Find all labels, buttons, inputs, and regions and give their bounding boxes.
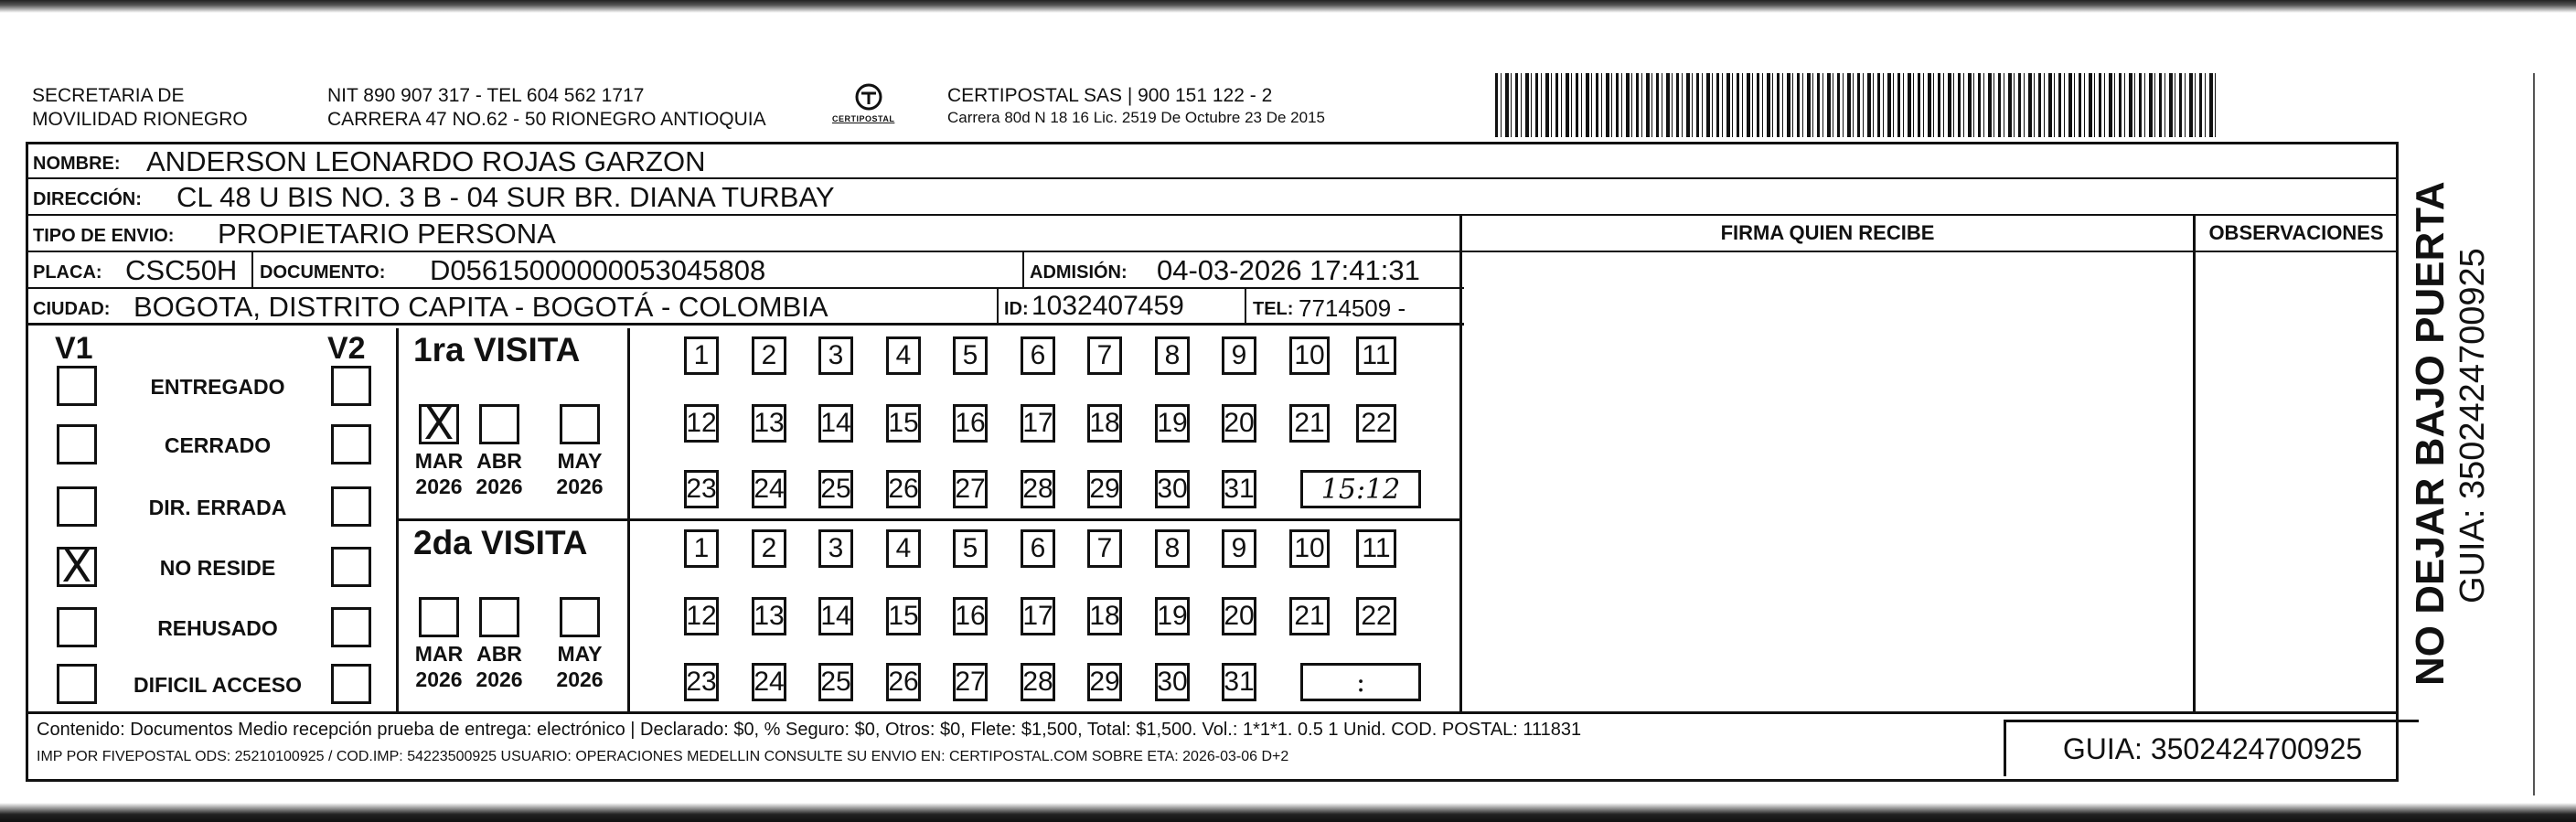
city-value: BOGOTA, DISTRITO CAPITA - BOGOTÁ - COLOMBIA bbox=[134, 291, 828, 323]
month-checkbox[interactable]: X bbox=[419, 404, 459, 444]
day-cell[interactable]: 25 bbox=[818, 663, 853, 701]
v2-checkbox[interactable] bbox=[331, 607, 371, 647]
day-cell[interactable]: 14 bbox=[818, 404, 853, 443]
day-cell[interactable]: 3 bbox=[818, 529, 853, 568]
nit-line: NIT 890 907 317 - TEL 604 562 1717 bbox=[327, 85, 645, 106]
document-value: D05615000000053045808 bbox=[430, 254, 766, 286]
v1-checkbox[interactable] bbox=[57, 366, 97, 406]
day-cell[interactable]: 4 bbox=[886, 336, 921, 375]
day-cell[interactable]: 31 bbox=[1222, 470, 1256, 508]
type-label: TIPO DE ENVIO: bbox=[33, 226, 175, 246]
v1-checkbox[interactable] bbox=[57, 664, 97, 704]
logo-text: CERTIPOSTAL bbox=[832, 114, 895, 123]
month-checkbox[interactable] bbox=[479, 404, 519, 444]
year-label: 2026 bbox=[415, 475, 463, 498]
status-option-label: DIR. ERRADA bbox=[148, 496, 287, 519]
v1-checkbox[interactable] bbox=[57, 607, 97, 647]
tel-value: 7714509 - bbox=[1299, 294, 1406, 322]
day-cell[interactable]: 28 bbox=[1021, 663, 1055, 701]
footer-content-line: Contenido: Documentos Medio recepción prueba de entrega: electrónico | Declarado: $0, % Seguro: $0, Otros: $0, Flete: $1,500, Total: $1,500. Vol.: 1*1*1. 0.5 1 Unid. COD. POSTAL: 111831 bbox=[37, 720, 1582, 740]
day-cell[interactable]: 1 bbox=[684, 336, 719, 375]
day-cell[interactable]: 19 bbox=[1155, 404, 1190, 443]
month-checkbox[interactable] bbox=[479, 597, 519, 637]
v1-checkbox[interactable]: X bbox=[57, 547, 97, 587]
v2-checkbox[interactable] bbox=[331, 366, 371, 406]
day-cell[interactable]: 30 bbox=[1155, 470, 1190, 508]
visit-divider bbox=[399, 518, 1459, 521]
status-option-label: ENTREGADO bbox=[150, 375, 285, 399]
status-option-label: NO RESIDE bbox=[159, 556, 276, 580]
tel-divider bbox=[1245, 289, 1246, 326]
document-label: DOCUMENTO: bbox=[260, 262, 386, 283]
observations-area[interactable] bbox=[2196, 252, 2397, 711]
day-cell[interactable]: 20 bbox=[1222, 404, 1256, 443]
day-cell[interactable]: 10 bbox=[1289, 336, 1330, 375]
type-value: PROPIETARIO PERSONA bbox=[218, 218, 556, 250]
day-cell[interactable]: 7 bbox=[1087, 529, 1122, 568]
id-value: 1032407459 bbox=[1031, 291, 1184, 321]
month-label: MAY bbox=[557, 642, 603, 666]
carrier-block bbox=[947, 84, 1325, 128]
month-label: ABR bbox=[476, 449, 522, 473]
name-row bbox=[27, 144, 2398, 179]
day-cell[interactable]: 2 bbox=[752, 529, 786, 568]
day-cell[interactable]: 17 bbox=[1021, 597, 1055, 635]
month-checkbox[interactable] bbox=[560, 404, 600, 444]
day-cell[interactable]: 21 bbox=[1289, 404, 1330, 443]
day-cell[interactable]: 20 bbox=[1222, 597, 1256, 635]
day-cell[interactable]: 17 bbox=[1021, 404, 1055, 443]
day-cell[interactable]: 12 bbox=[684, 404, 719, 443]
name-value: ANDERSON LEONARDO ROJAS GARZON bbox=[146, 145, 706, 177]
day-cell[interactable]: 23 bbox=[684, 663, 719, 701]
name-label: NOMBRE: bbox=[33, 154, 121, 174]
carrier-name: CERTIPOSTAL SAS | 900 151 122 - 2 bbox=[947, 85, 1273, 106]
day-cell[interactable]: 11 bbox=[1356, 529, 1396, 568]
observations-header bbox=[2196, 216, 2397, 252]
day-cell[interactable]: 30 bbox=[1155, 663, 1190, 701]
month-checkbox[interactable] bbox=[419, 597, 459, 637]
footer-imp-line: IMP POR FIVEPOSTAL ODS: 25210100925 / COD.IMP: 54223500925 USUARIO: OPERACIONES MEDELLIN CONSULTE SU ENVIO EN: CERTIPOSTAL.COM SOBRE ETA: 2026-03-06 D+2 bbox=[37, 749, 1289, 764]
day-cell[interactable]: 6 bbox=[1021, 336, 1055, 375]
day-cell[interactable]: 5 bbox=[953, 336, 988, 375]
tel-label: TEL: bbox=[1253, 299, 1294, 319]
day-cell[interactable]: 28 bbox=[1021, 470, 1055, 508]
month-label: MAY bbox=[557, 449, 603, 473]
side-guia: GUIA: 3502424700925 bbox=[2453, 248, 2492, 603]
visit-time-field[interactable]: 15:12 bbox=[1300, 470, 1421, 508]
scan-bottom-edge bbox=[0, 803, 2576, 822]
day-cell[interactable]: 5 bbox=[953, 529, 988, 568]
signature-header bbox=[1462, 216, 2193, 252]
day-cell[interactable]: 21 bbox=[1289, 597, 1330, 635]
day-cell[interactable]: 29 bbox=[1087, 663, 1122, 701]
month-label: MAR bbox=[414, 642, 464, 666]
v2-checkbox[interactable] bbox=[331, 486, 371, 527]
day-cell[interactable]: 14 bbox=[818, 597, 853, 635]
day-cell[interactable]: 27 bbox=[953, 470, 988, 508]
v2-checkbox[interactable] bbox=[331, 547, 371, 587]
admission-value: 04-03-2026 17:41:31 bbox=[1157, 254, 1420, 286]
observations-title: OBSERVACIONES bbox=[2208, 221, 2384, 244]
month-label: ABR bbox=[476, 642, 522, 666]
day-cell[interactable]: 8 bbox=[1155, 529, 1190, 568]
visit-title: 1ra VISITA bbox=[413, 331, 581, 368]
address-label: DIRECCIÓN: bbox=[33, 189, 142, 209]
plate-label: PLACA: bbox=[33, 262, 102, 283]
v2-checkbox[interactable] bbox=[331, 424, 371, 464]
plate-row bbox=[27, 252, 1464, 289]
day-cell[interactable]: 12 bbox=[684, 597, 719, 635]
day-cell[interactable]: 16 bbox=[953, 404, 988, 443]
id-divider bbox=[997, 289, 999, 326]
day-cell[interactable]: 16 bbox=[953, 597, 988, 635]
year-label: 2026 bbox=[476, 475, 523, 498]
signature-area[interactable] bbox=[1462, 252, 2193, 711]
status-option-label: REHUSADO bbox=[157, 616, 278, 640]
month-label: MAR bbox=[414, 449, 464, 473]
visit-title: 2da VISITA bbox=[413, 524, 588, 561]
admission-label: ADMISIÓN: bbox=[1030, 262, 1128, 283]
day-cell[interactable]: 18 bbox=[1087, 404, 1122, 443]
city-label: CIUDAD: bbox=[33, 299, 111, 319]
day-cell[interactable]: 22 bbox=[1356, 404, 1396, 443]
status-option-label: DIFICIL ACCESO bbox=[133, 673, 302, 697]
day-cell[interactable]: 15 bbox=[886, 404, 921, 443]
month-checkbox[interactable] bbox=[560, 597, 600, 637]
footer-guia-box bbox=[2004, 720, 2419, 776]
plate-divider bbox=[251, 252, 253, 289]
day-cell[interactable]: 2 bbox=[752, 336, 786, 375]
day-cell[interactable]: 26 bbox=[886, 663, 921, 701]
type-row bbox=[27, 216, 1464, 252]
day-cell[interactable]: 9 bbox=[1222, 529, 1256, 568]
day-cell[interactable]: 10 bbox=[1289, 529, 1330, 568]
v1-header: V1 bbox=[55, 331, 93, 366]
right-scan-edge bbox=[2533, 73, 2544, 795]
day-cell[interactable]: 13 bbox=[752, 597, 786, 635]
day-cell[interactable]: 24 bbox=[752, 663, 786, 701]
day-cell[interactable]: 7 bbox=[1087, 336, 1122, 375]
footer-guia: GUIA: 3502424700925 bbox=[2062, 732, 2363, 765]
year-label: 2026 bbox=[556, 667, 604, 691]
address-row bbox=[27, 179, 2398, 216]
day-cell[interactable]: 11 bbox=[1356, 336, 1396, 375]
day-cell[interactable]: 13 bbox=[752, 404, 786, 443]
side-warning: NO DEJAR BAJO PUERTA bbox=[2408, 181, 2453, 686]
day-cell[interactable]: 27 bbox=[953, 663, 988, 701]
day-cell[interactable]: 3 bbox=[818, 336, 853, 375]
plate-value: CSC50H bbox=[125, 254, 238, 286]
admission-divider bbox=[1022, 252, 1024, 289]
v2-header: V2 bbox=[327, 331, 366, 366]
day-cell[interactable]: 25 bbox=[818, 470, 853, 508]
footer bbox=[26, 711, 2399, 782]
day-cell[interactable]: 8 bbox=[1155, 336, 1190, 375]
status-option-label: CERRADO bbox=[164, 433, 272, 457]
city-row bbox=[27, 289, 1464, 326]
day-cell[interactable]: 9 bbox=[1222, 336, 1256, 375]
address-line: CARRERA 47 NO.62 - 50 RIONEGRO ANTIOQUIA bbox=[327, 109, 766, 130]
barcode bbox=[1495, 73, 2218, 137]
address-value: CL 48 U BIS NO. 3 B - 04 SUR BR. DIANA TURBAY bbox=[176, 181, 835, 213]
day-cell[interactable]: 15 bbox=[886, 597, 921, 635]
v1-checkbox[interactable] bbox=[57, 424, 97, 464]
day-cell[interactable]: 6 bbox=[1021, 529, 1055, 568]
issuer-line2: MOVILIDAD RIONEGRO bbox=[32, 109, 248, 130]
day-cell[interactable]: 19 bbox=[1155, 597, 1190, 635]
signature-title: FIRMA QUIEN RECIBE bbox=[1720, 221, 1935, 244]
carrier-license: Carrera 80d N 18 16 Lic. 2519 De Octubre 23 De 2015 bbox=[947, 109, 1325, 126]
v2-checkbox[interactable] bbox=[331, 664, 371, 704]
scan-top-edge bbox=[0, 0, 2576, 13]
year-label: 2026 bbox=[415, 667, 463, 691]
day-cell[interactable]: 31 bbox=[1222, 663, 1256, 701]
visit-time-field[interactable]: : bbox=[1300, 663, 1421, 701]
sender-contact-block bbox=[327, 84, 766, 132]
day-cell[interactable]: 4 bbox=[886, 529, 921, 568]
year-label: 2026 bbox=[556, 475, 604, 498]
day-cell[interactable]: 18 bbox=[1087, 597, 1122, 635]
id-label: ID: bbox=[1004, 299, 1029, 319]
issuer-line1: SECRETARIA DE bbox=[32, 85, 185, 106]
day-cell[interactable]: 26 bbox=[886, 470, 921, 508]
day-cell[interactable]: 23 bbox=[684, 470, 719, 508]
day-cell[interactable]: 22 bbox=[1356, 597, 1396, 635]
year-label: 2026 bbox=[476, 667, 523, 691]
v1-checkbox[interactable] bbox=[57, 486, 97, 527]
certipostal-logo bbox=[837, 82, 901, 133]
day-cell[interactable]: 29 bbox=[1087, 470, 1122, 508]
logo-icon bbox=[837, 82, 901, 133]
day-cell[interactable]: 24 bbox=[752, 470, 786, 508]
issuer-block bbox=[32, 84, 248, 132]
visit-months-divider bbox=[627, 328, 630, 711]
day-cell[interactable]: 1 bbox=[684, 529, 719, 568]
